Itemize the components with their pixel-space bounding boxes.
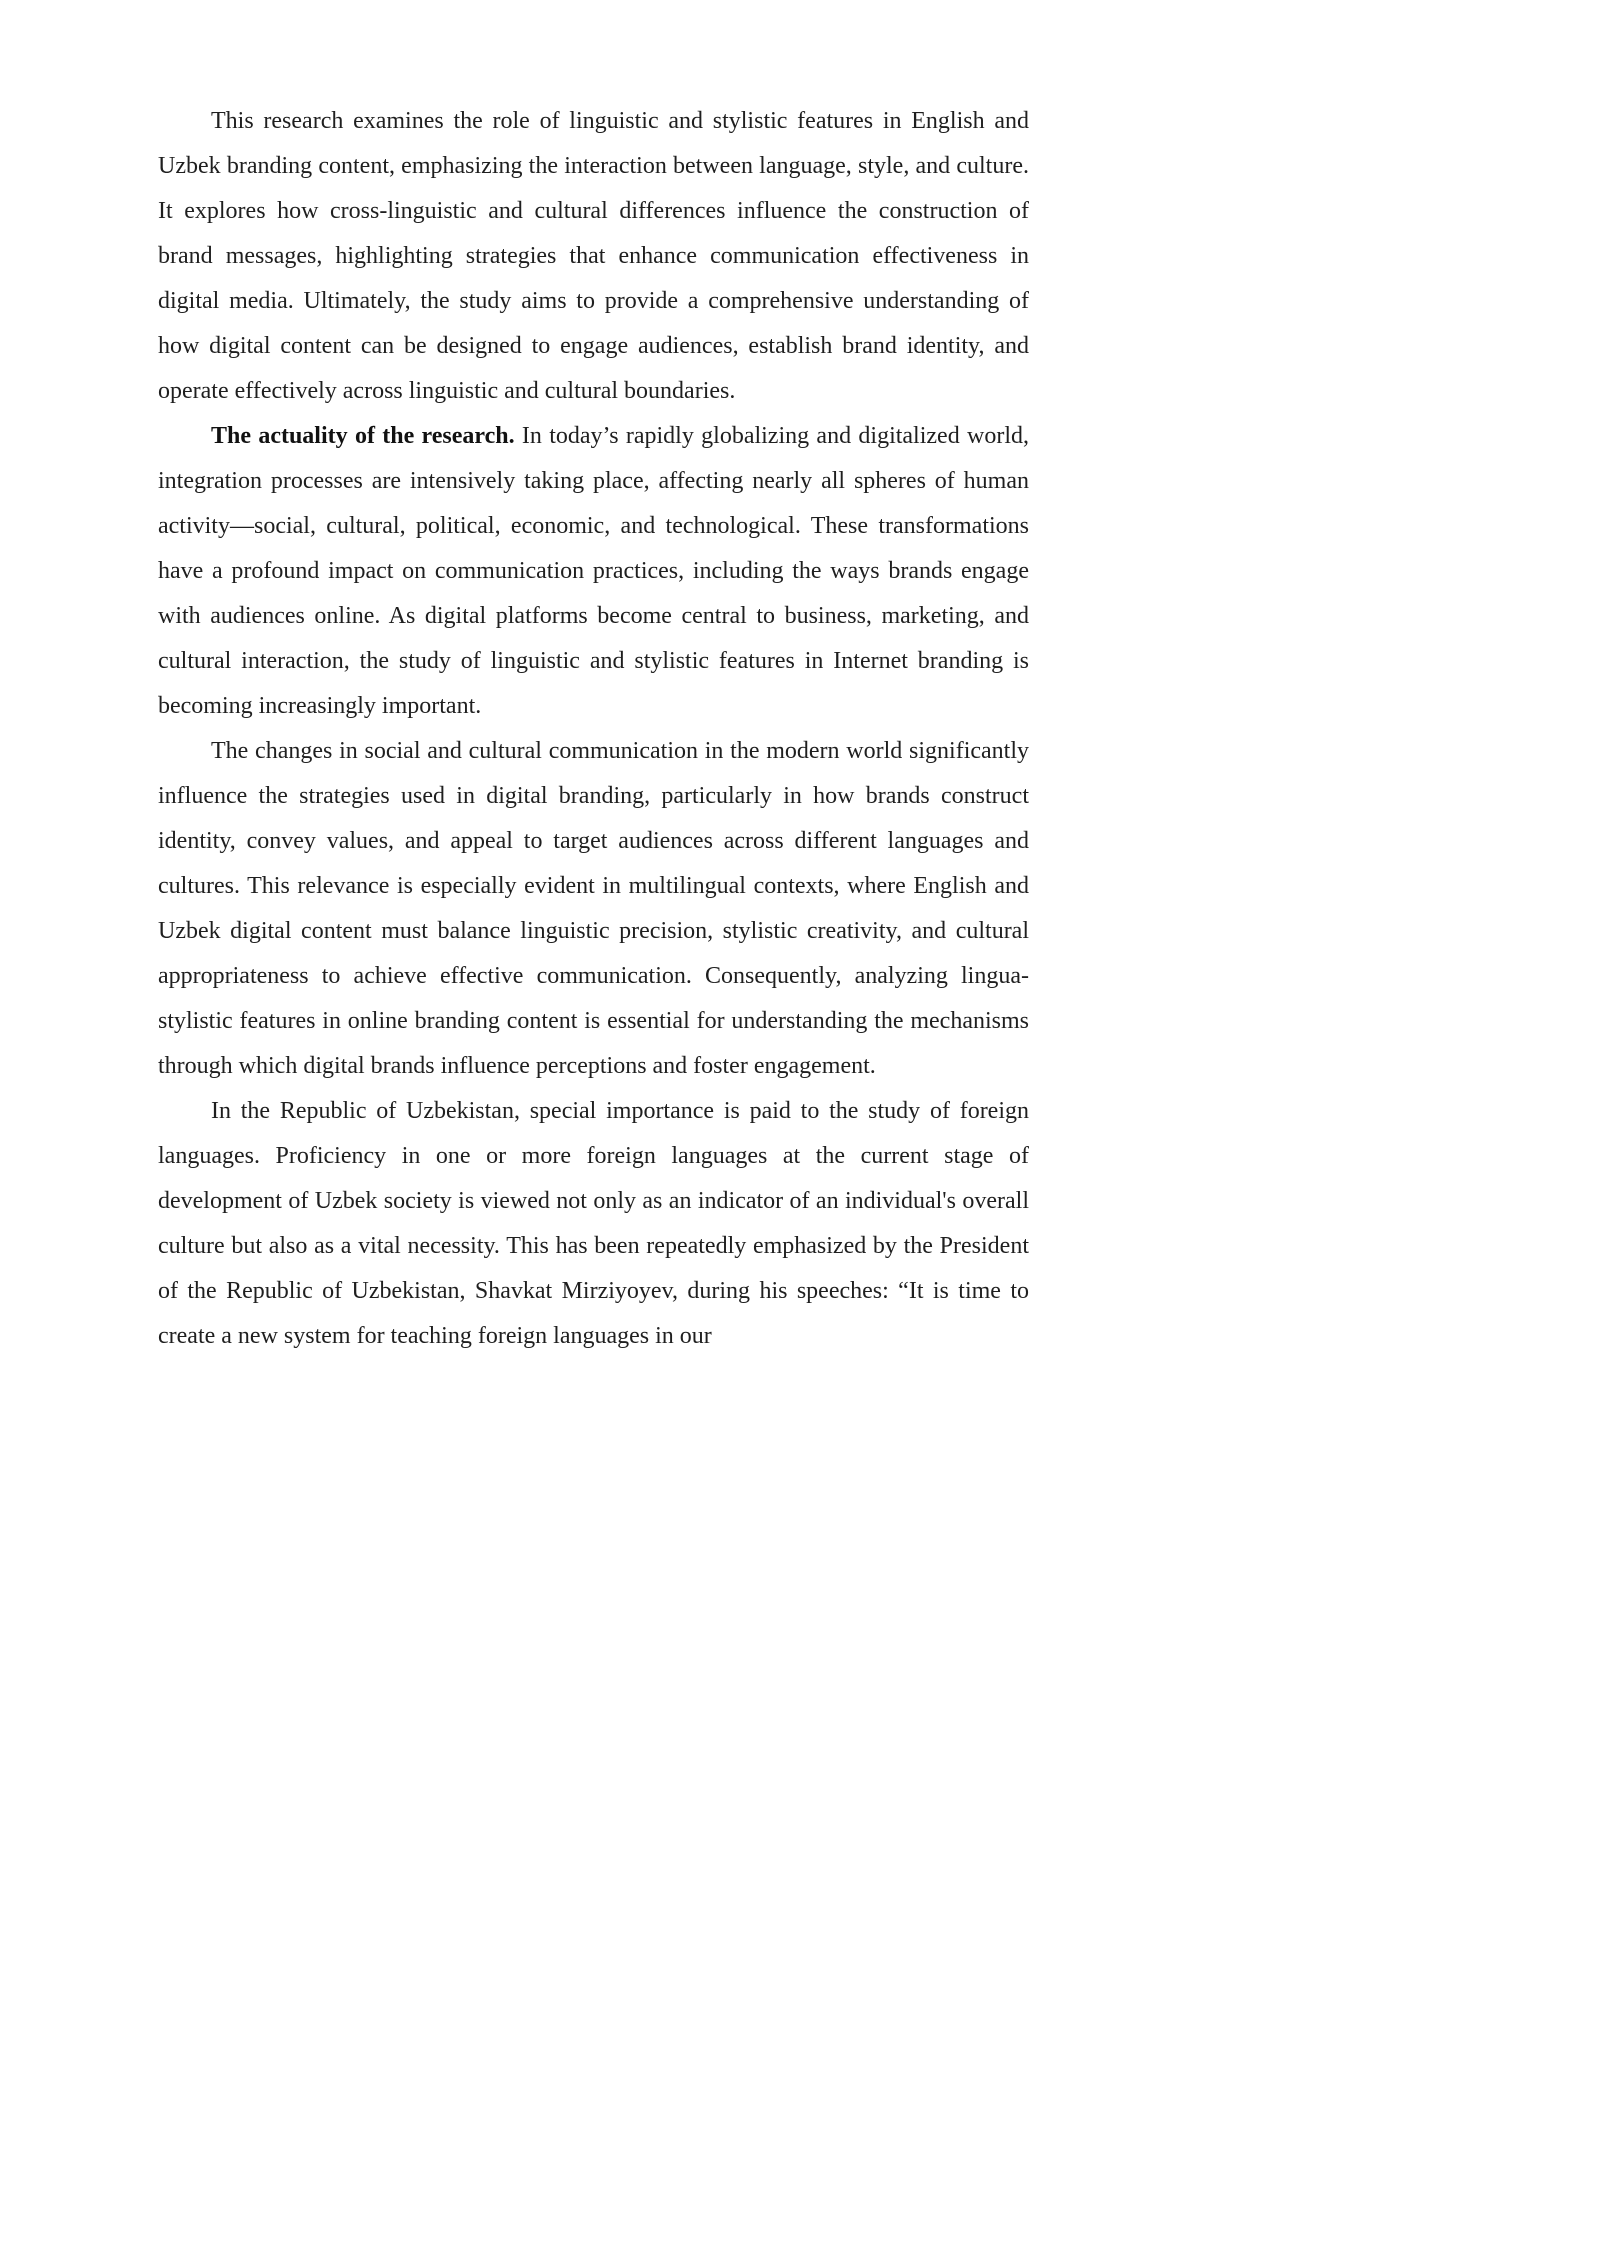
paragraph-heading-actuality: The actuality of the research. bbox=[211, 423, 515, 449]
paragraph-research-overview bbox=[158, 99, 1029, 414]
paragraph-actuality bbox=[158, 414, 1029, 729]
paragraph-uzbekistan-languages bbox=[158, 1089, 1029, 1359]
paragraph-text: In today’s rapidly globalizing and digitalized world, integration processes are intensively taking place, affecting nearly all spheres of human activity—social, cultural, political, economic, and technological. These transformations have a profound impact on communication practices, including the ways brands engage with audiences online. As digital platforms become central to business, marketing, and cultural interaction, the study of linguistic and stylistic features in Internet branding is becoming increasingly important. bbox=[158, 423, 1029, 719]
paragraph-social-changes bbox=[158, 729, 1029, 1089]
document-page bbox=[0, 0, 1103, 1560]
paragraph-text: The changes in social and cultural communication in the modern world significantly influence the strategies used in digital branding, particularly in how brands construct identity, convey values, and appeal to target audiences across different languages and cultures. This relevance is especially evident in multilingual contexts, where English and Uzbek digital content must balance linguistic precision, stylistic creativity, and cultural appropriateness to achieve effective communication. Consequently, analyzing lingua-stylistic features in online branding content is essential for understanding the mechanisms through which digital brands influence perceptions and foster engagement. bbox=[158, 738, 1029, 1079]
paragraph-text: This research examines the role of linguistic and stylistic features in English and Uzbek branding content, emphasizing the interaction between language, style, and culture. It explores how cross-linguistic and cultural differences influence the construction of brand messages, highlighting strategies that enhance communication effectiveness in digital media. Ultimately, the study aims to provide a comprehensive understanding of how digital content can be designed to engage audiences, establish brand identity, and operate effectively across linguistic and cultural boundaries. bbox=[158, 108, 1029, 404]
document-body bbox=[158, 99, 1029, 1359]
paragraph-text: In the Republic of Uzbekistan, special importance is paid to the study of foreign languages. Proficiency in one or more foreign languages at the current stage of development of Uzbek society is viewed not only as an indicator of an individual's overall culture but also as a vital necessity. This has been repeatedly emphasized by the President of the Republic of Uzbekistan, Shavkat Mirziyoyev, during his speeches: “It is time to create a new system for teaching foreign languages in our bbox=[158, 1098, 1029, 1349]
